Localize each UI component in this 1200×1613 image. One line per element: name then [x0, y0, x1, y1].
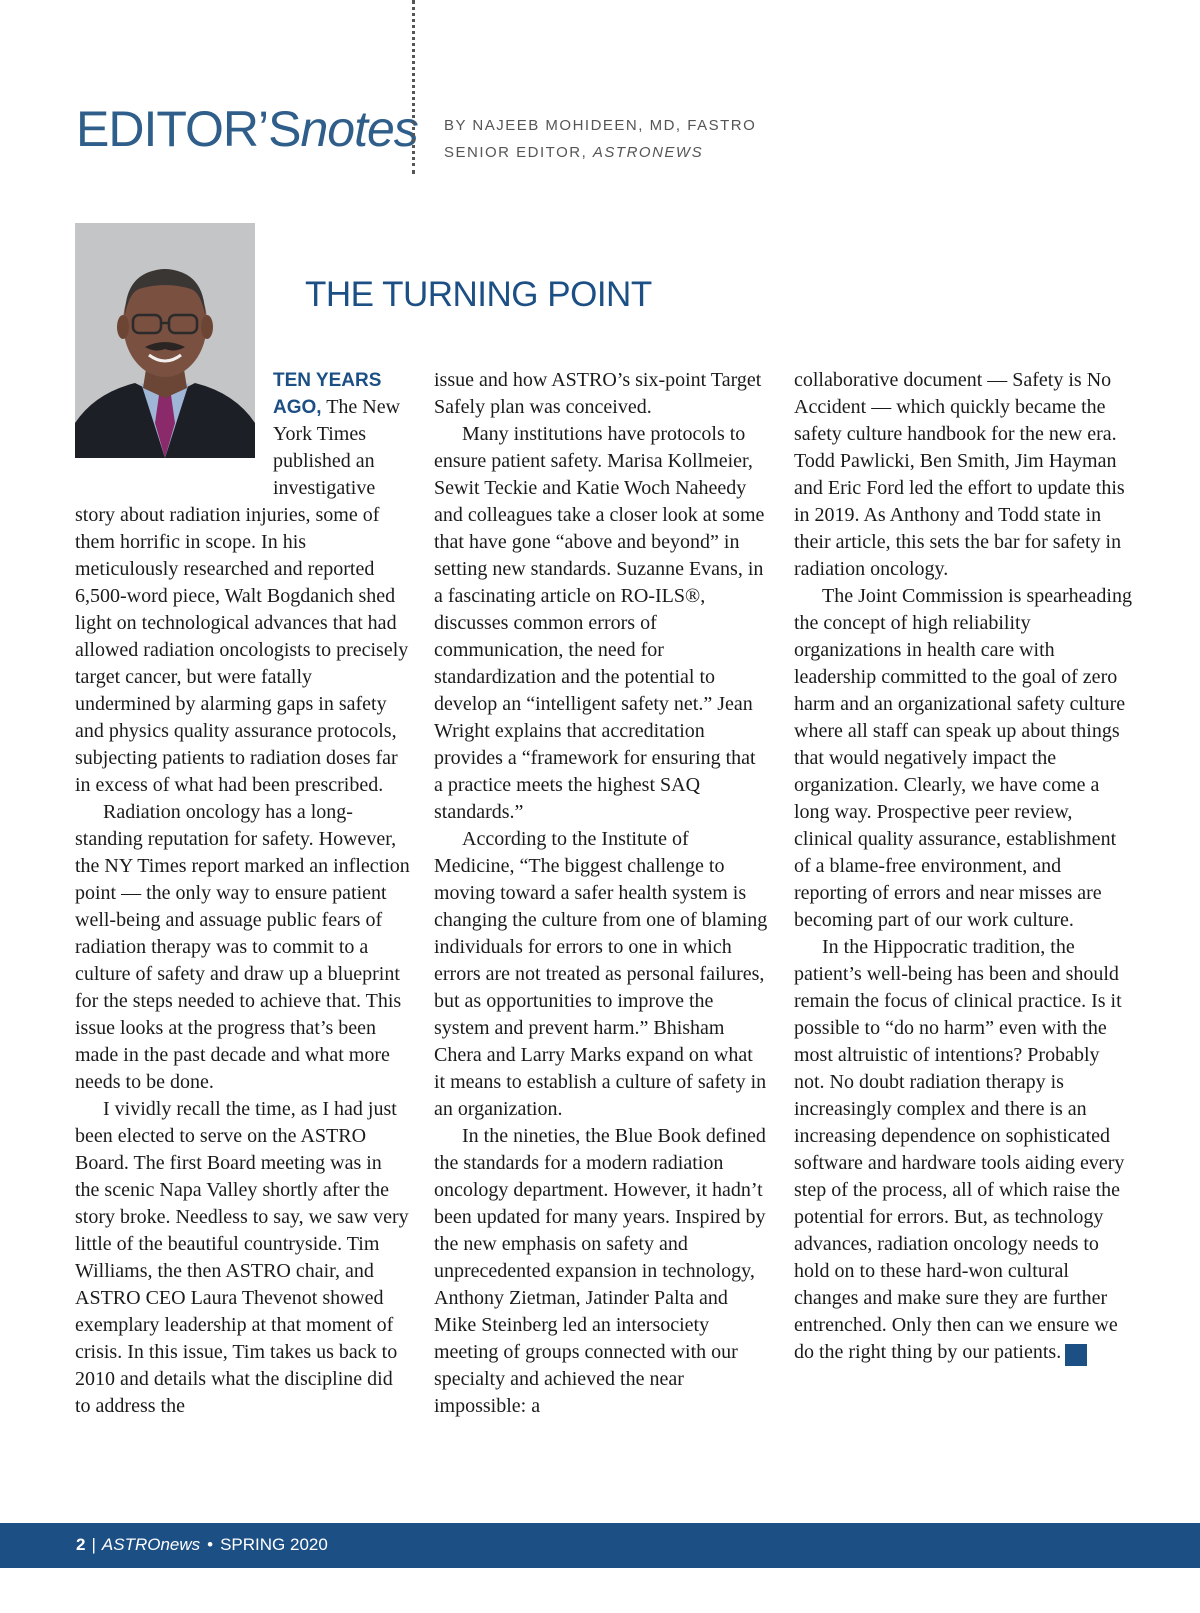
- title-italic: notes: [300, 101, 418, 157]
- footer-content: [76, 1535, 328, 1555]
- byline-publication: ASTRONEWS: [592, 144, 704, 161]
- byline-role-prefix: SENIOR EDITOR,: [444, 144, 593, 161]
- article-paragraph: The Joint Commission is spearheading the concept of high reliability organizations in health care with leadership committed to the goal of zero harm and an organizational safety culture where all staff can speak up about things that would negatively impact the organization. Clearly, we have come a long way. Prospective peer review, clinical quality assurance, establishment of a blame-free environment, and reporting of errors and near misses are becoming part of our work culture.: [794, 585, 1132, 931]
- page-footer: [0, 1523, 1200, 1568]
- footer-separator: |: [91, 1535, 96, 1554]
- article-paragraph: issue and how ASTRO’s six-point Target Safely plan was conceived.: [434, 369, 762, 418]
- footer-publication: ASTROnews: [101, 1535, 201, 1554]
- article-headline: THE TURNING POINT: [305, 275, 652, 314]
- byline-author: BY NAJEEB MOHIDEEN, MD, FASTRO: [444, 117, 757, 134]
- article-column-2: [434, 367, 768, 1420]
- article-paragraph: In the nineties, the Blue Book defined the standards for a modern radiation oncology department. However, it hadn’t been updated for many years. Inspired by the new emphasis on safety and unprecedented expansion in technology, Anthony Zietman, Jatinder Palta and Mike Steinberg led an intersociety meeting of groups connected with our specialty and achieved the near impossible: a: [434, 1125, 766, 1417]
- article-paragraph: According to the Institute of Medicine, “The biggest challenge to moving toward a safer health system is changing the culture from one of blaming individuals for errors to one in which errors are not treated as personal failures, but as opportunities to improve the system and prevent harm.” Bhisham Chera and Larry Marks expand on what it means to establish a culture of safety in an organization.: [434, 828, 768, 1120]
- page-number: 2: [76, 1535, 86, 1554]
- paragraph-text: In the Hippocratic tradition, the patient’s well-being has been and should remain the focus of clinical practice. Is it possible to “do no harm” even with the most altruistic of intentions? Probably not. No doubt radiation therapy is increasingly complex and there is an increasing dependence on sophisticated software and hardware tools aiding every step of the process, all of which raise the potential for errors. But, as technology advances, radiation oncology needs to hold on to these hard-won cultural changes and make sure they are further entrenched. Only then can we ensure we do the right thing by our patients.: [794, 936, 1125, 1363]
- article-paragraph: I vividly recall the time, as I had just been elected to serve on the ASTRO Board. The first Board meeting was in the scenic Napa Valley shortly after the story broke. Needless to say, we saw very little of the beautiful countryside. Tim Williams, the then ASTRO chair, and ASTRO CEO Laura Thevenot showed exemplary leadership at that moment of crisis. In this issue, Tim takes us back to 2010 and details what the discipline did to address the: [75, 1098, 409, 1417]
- byline: [444, 112, 756, 166]
- photo-wrap-spacer: [75, 367, 273, 502]
- byline-role: [444, 139, 756, 166]
- paragraph-text: The New York Times published an investigative story about radiation injuries, some of them horrific in scope. In his meticulously researched and reported 6,500-word piece, Walt Bogdanich shed light on technological advances that had allowed radiation oncologists to precisely target cancer, but were fatally undermined by alarming gaps in safety and physics quality assurance protocols, subjecting patients to radiation doses far in excess of what had been prescribed.: [75, 396, 409, 796]
- footer-bullet: •: [207, 1535, 214, 1554]
- article-paragraph: Many institutions have protocols to ensure patient safety. Marisa Kollmeier, Sewit Teckie and Katie Woch Naheedy and colleagues take a closer look at some that have gone “above and beyond” in setting new standards. Suzanne Evans, in a fascinating article on RO-ILS®, discusses common errors of communication, the need for standardization and the potential to develop an “intelligent safety net.” Jean Wright explains that accreditation provides a “framework for ensuring that a practice meets the highest SAQ standards.”: [434, 423, 765, 823]
- footer-issue: SPRING 2020: [220, 1535, 328, 1554]
- article-column-3: [794, 367, 1134, 1366]
- article-column-1: [75, 367, 410, 1420]
- lead-in: TEN YEARS AGO,: [273, 370, 382, 418]
- article-paragraph: collaborative document — Safety is No Accident — which quickly became the safety culture handbook for the new era. Todd Pawlicki, Ben Smith, Jim Hayman and Eric Ford led the effort to update this in 2019. As Anthony and Todd state in their article, this sets the bar for safety in radiation oncology.: [794, 369, 1125, 580]
- editors-notes-title: [76, 101, 418, 157]
- title-main: EDITOR’S: [76, 101, 301, 157]
- astro-end-mark-icon: A: [1065, 1344, 1087, 1366]
- dotted-divider: [412, 0, 415, 174]
- article-paragraph: [794, 934, 1134, 1366]
- article-paragraph: Radiation oncology has a long-standing reputation for safety. However, the NY Times report marked an inflection point — the only way to ensure patient well-being and assuage public fears of radiation therapy was to commit to a culture of safety and draw up a blueprint for the steps needed to achieve that. This issue looks at the progress that’s been made in the past decade and what more needs to be done.: [75, 801, 410, 1093]
